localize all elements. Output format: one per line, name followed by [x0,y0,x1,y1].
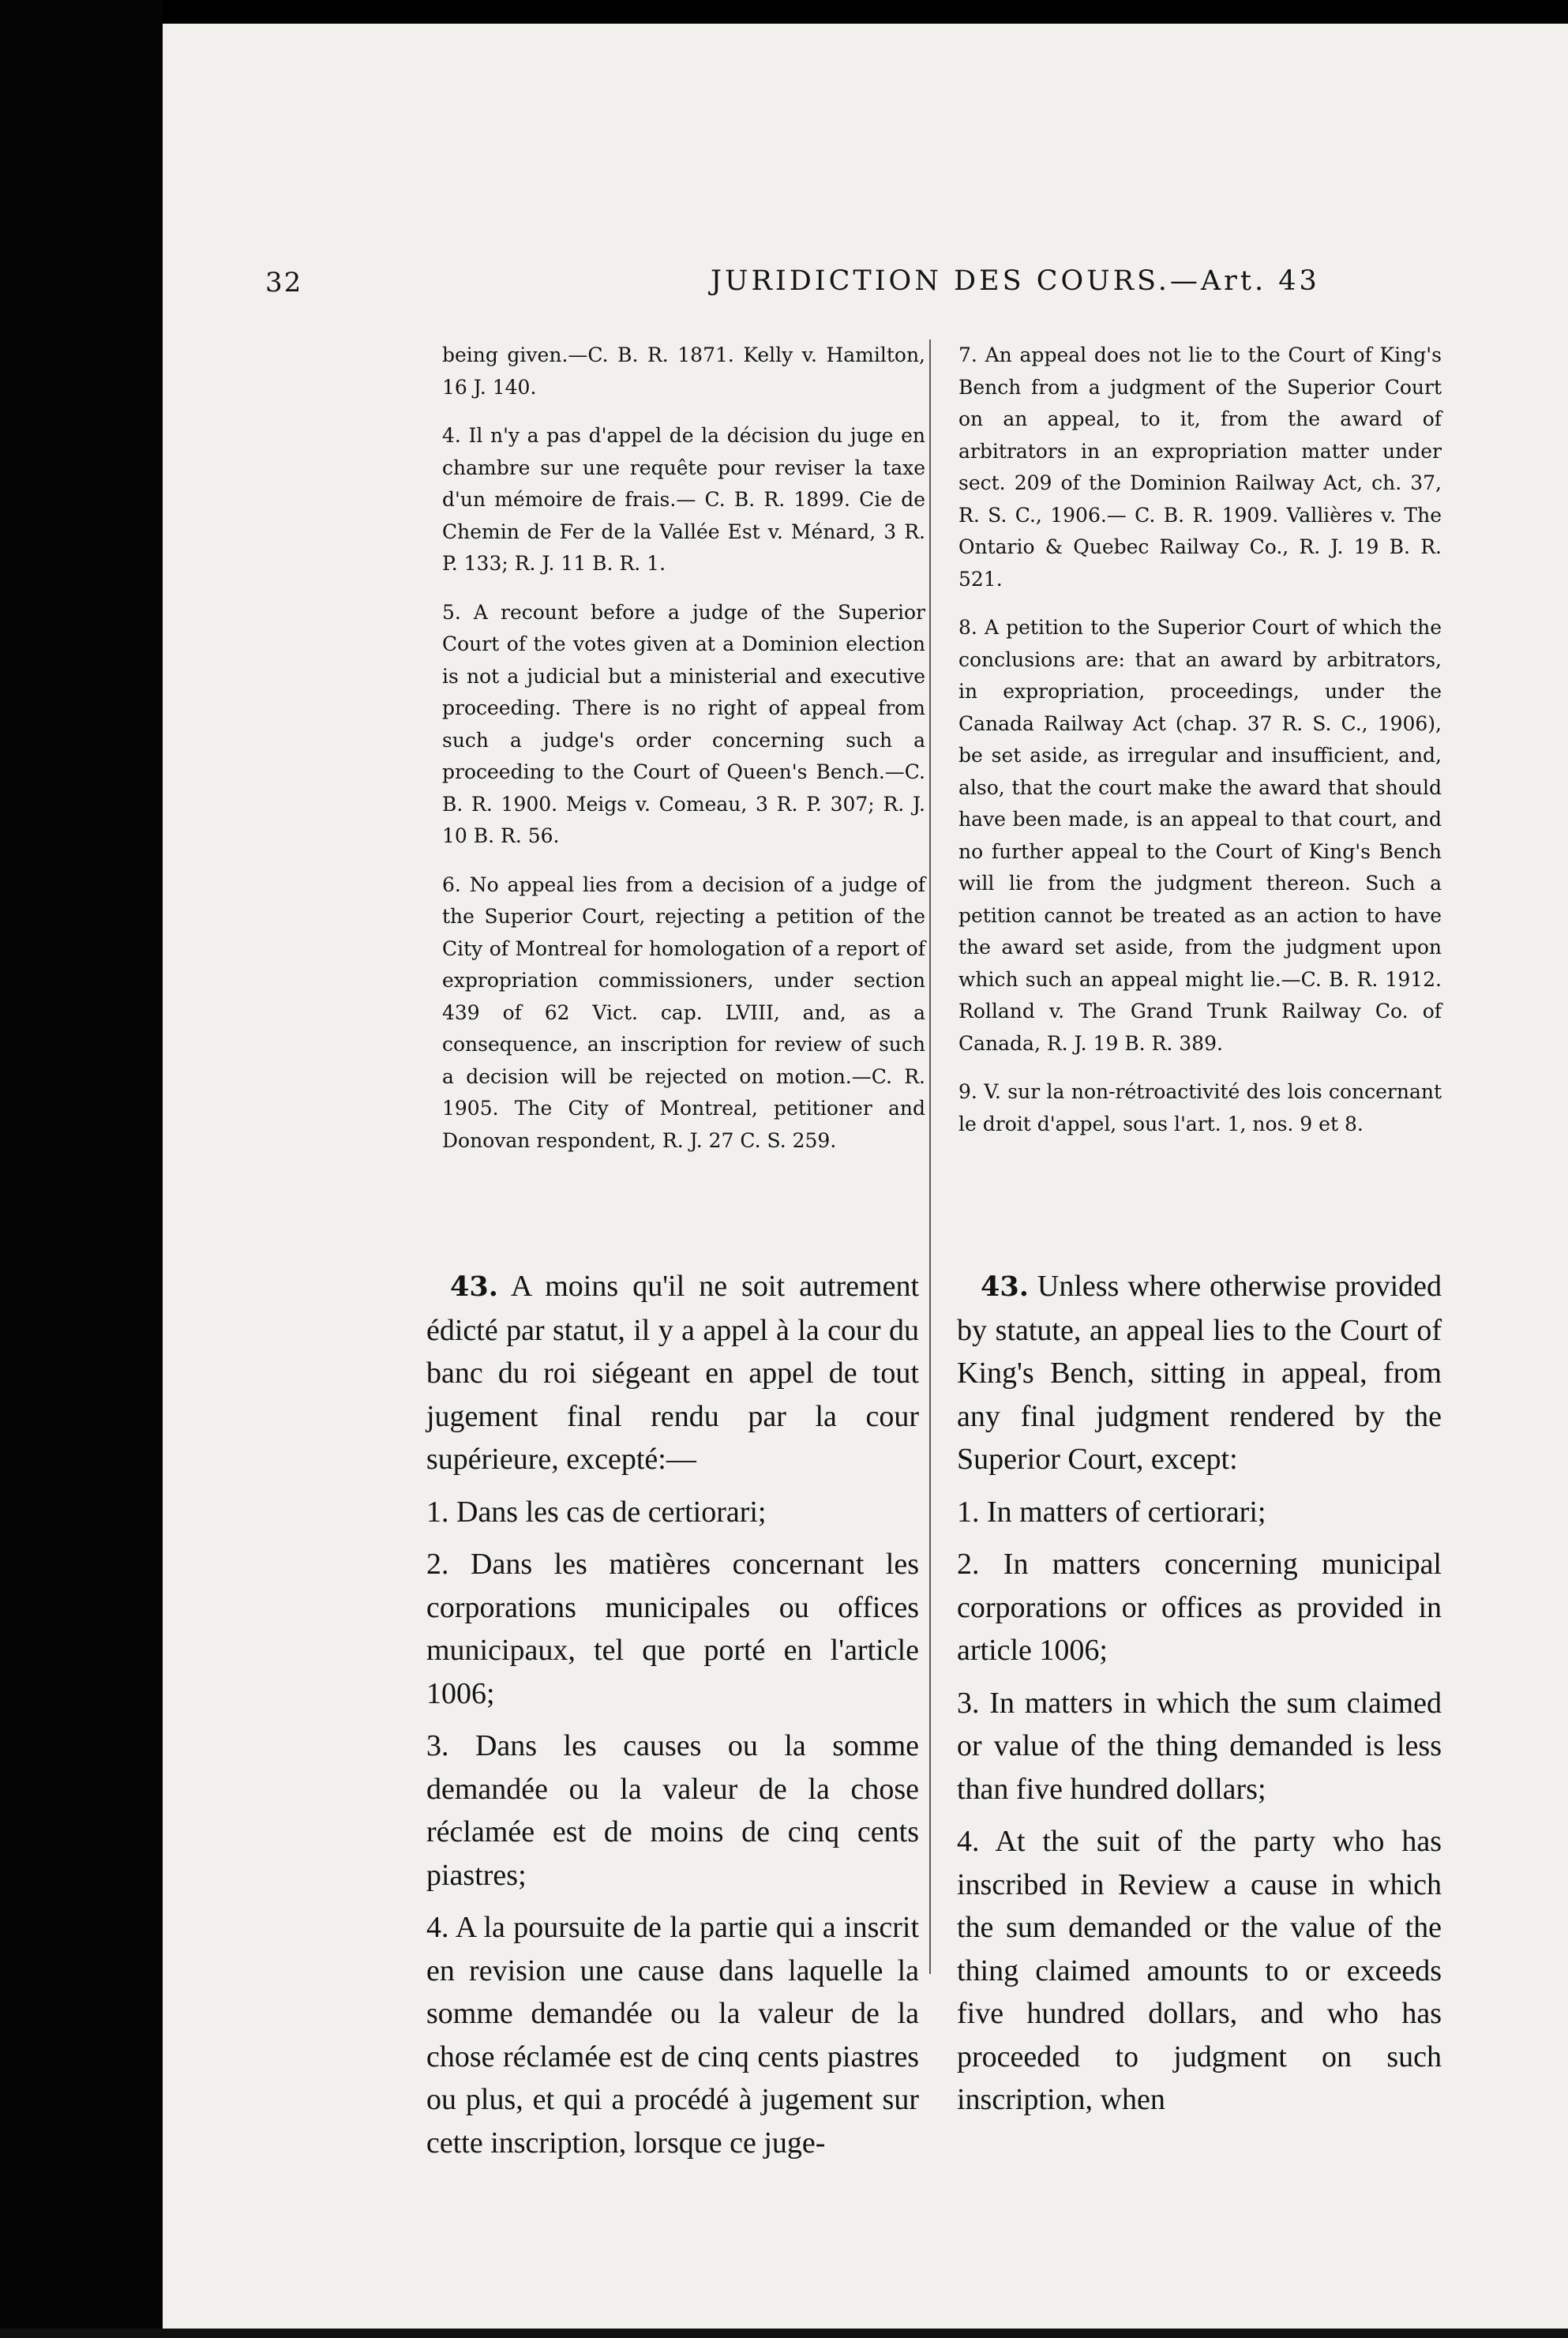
article-fr-item-2: 2. Dans les matières concernant les corporations municipales ou offices municipaux, tel que porté en l'article 1006; [426,1548,919,1710]
scan-bottom-edge [0,2329,1568,2338]
note-6: 6. No appeal lies from a decision of a judge of the Superior Court, rejecting a petition of the City of Montreal for homologation of a report of expropriation commissioners, under section 439 of 62 Vict. cap. LVIII, and, as a consequence, an inscription for review of such a decision will be rejected on motion.—C. R. 1905. The City of Montreal, petitioner and Donovan respondent, R. J. 27 C. S. 259. [442,873,925,1152]
note-7: 7. An appeal does not lie to the Court of King's Bench from a judgment of the Superior Court on an appeal, to it, from the award of arbitrators in an expropriation matter under sect. 209 of the Dominion Railway Act, ch. 37, R. S. C., 1906.— C. B. R. 1909. Vallières v. The Ontario & Quebec Railway Co., R. J. 19 B. R. 521. [958,343,1442,591]
note-8: 8. A petition to the Superior Court of which the conclusions are: that an award by arbitrators, in expropriation, proceedings, under the Canada Railway Act (chap. 37 R. S. C., 1906), be set aside, as irregular and insufficient, and, also, that the court make the award that should have been made, is an appeal to that court, and no further appeal to the Court of King's Bench will lie from the judgment thereon. Such a petition cannot be treated as an action to have the award set aside, from the judgment upon which such an appeal might lie.—C. B. R. 1912. Rolland v. The Grand Trunk Railway Co. of Canada, R. J. 19 B. R. 389. [958,616,1442,1055]
article-en-item-3: 3. In matters in which the sum claimed or value of the thing demanded is less than five hundred dollars; [957,1686,1442,1806]
note-continuation: being given.—C. B. R. 1871. Kelly v. Hamilton, 16 J. 140. [442,343,925,399]
note-5: 5. A recount before a judge of the Superior Court of the votes given at a Dominion election is not a judicial but a ministerial and executive proceeding. There is no right of appeal from such a judge's order concerning such a proceeding to the Court of Queen's Bench.—C. B. R. 1900. Meigs v. Comeau, 3 R. P. 307; R. J. 10 B. R. 56. [442,600,925,847]
running-title: JURIDICTION DES COURS.—Art. 43 [711,265,1320,297]
note-4: 4. Il n'y a pas d'appel de la décision du juge en chambre sur une requête pour reviser la taxe d'un mémoire de frais.— C. B. R. 1899. Cie de Chemin de Fer de la Vallée Est v. Ménard, 3 R. P. 133; R. J. 11 B. R. 1. [442,424,925,575]
note-9: 9. V. sur la non-rétroactivité des lois concernant le droit d'appel, sous l'art. 1, nos. 9 et 8. [958,1080,1442,1135]
article-fr-intro-text: A moins qu'il ne soit autrement édicté par statut, il y a appel à la cour du banc du roi siégeant en appel de tout jugement final rendu par la cour supérieure, excepté:— [426,1270,919,1476]
article-en-intro [957,1265,1442,1481]
article-43-english [957,1265,1442,2131]
page-number: 32 [265,267,303,298]
column-divider [929,340,931,1974]
right-column [958,340,1442,1157]
article-fr-item-4: 4. A la poursuite de la partie qui a inscrit en revision une cause dans laquelle la somme demandée ou la valeur de la chose réclamée est de cinq cents piastres ou plus, et qui a procédé à jugement sur cette inscription, lorsque ce juge- [426,1911,919,2160]
article-en-item-4: 4. At the suit of the party who has inscribed in Review a cause in which the sum demanded or the value of the thing claimed amounts to or exceeds five hundred dollars, and who has proceeded to judgment on such inscription, when [957,1825,1442,2116]
article-en-intro-text: Unless where otherwise provided by statute, an appeal lies to the Court of King's Bench, sitting in appeal, from any final judgment rendered by the Superior Court, except: [957,1270,1442,1476]
article-fr-item-1: 1. Dans les cas de certiorari; [426,1495,767,1529]
article-fr-intro [426,1265,919,1481]
article-en-item-2: 2. In matters concerning municipal corporations or offices as provided in article 1006; [957,1548,1442,1667]
article-fr-number: 43. [450,1270,498,1303]
scan-left-edge [0,0,163,2338]
article-en-item-1: 1. In matters of certiorari; [957,1495,1266,1529]
article-fr-item-3: 3. Dans les causes ou la somme demandée ou la valeur de la chose réclamée est de moins de cinq cents piastres; [426,1729,919,1892]
article-en-number: 43. [981,1270,1029,1303]
article-43-french [426,1265,919,2174]
left-column [442,340,925,1173]
